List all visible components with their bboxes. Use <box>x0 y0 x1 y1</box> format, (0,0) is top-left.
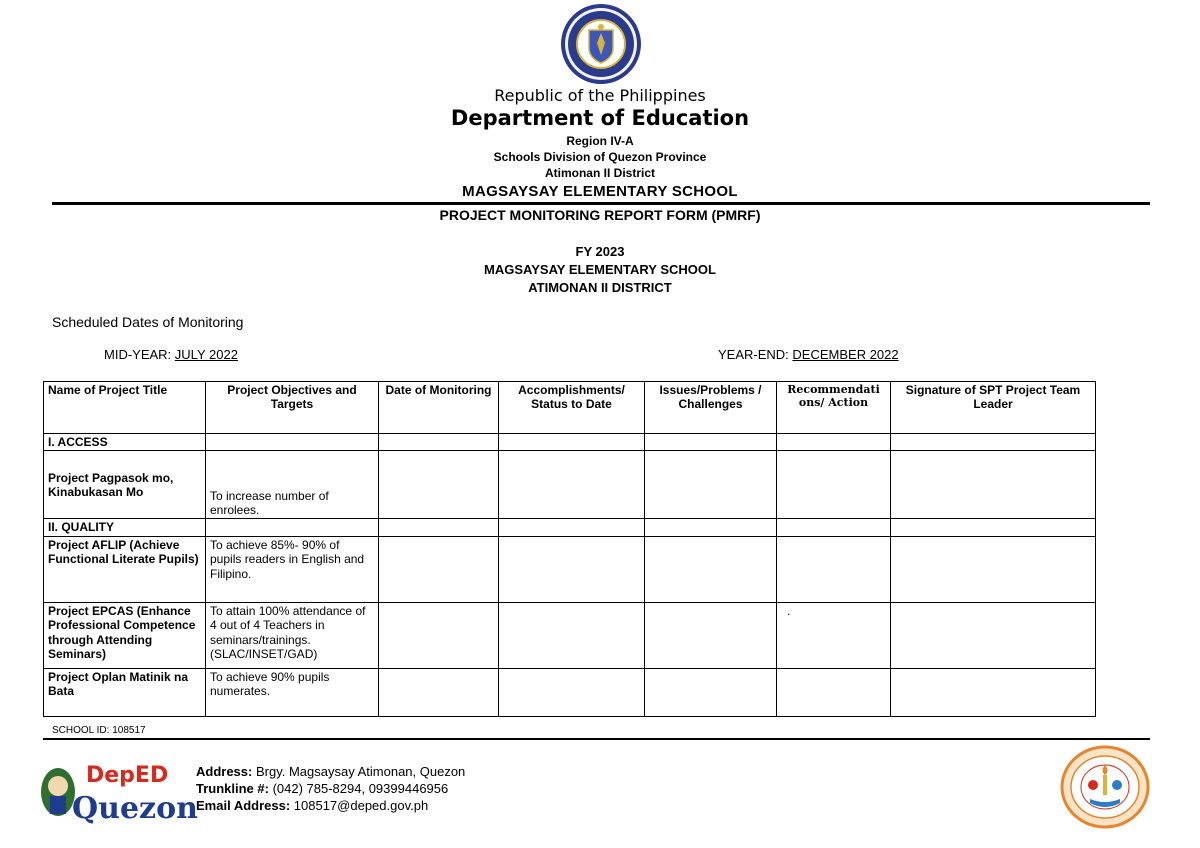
project-name: Project Oplan Matinik na Bata <box>44 668 206 716</box>
empty-cell <box>499 451 645 519</box>
trunkline-value: (042) 785-8294, 09399446956 <box>268 781 449 796</box>
project-objective: To increase number of enrolees. <box>206 451 379 519</box>
header-signature: Signature of SPT Project Team Leader <box>891 382 1096 434</box>
empty-cell <box>777 451 891 519</box>
empty-cell <box>206 519 379 536</box>
trunkline-line <box>196 780 465 797</box>
school-seal-logo <box>1060 745 1150 829</box>
form-district: ATIMONAN II DISTRICT <box>528 280 672 295</box>
division-line: Schools Division of Quezon Province <box>493 150 707 164</box>
deped-quezon-logo <box>38 752 198 832</box>
empty-cell <box>645 434 777 451</box>
mid-year-value: JULY 2022 <box>174 347 238 362</box>
school-name: MAGSAYSAY ELEMENTARY SCHOOL <box>462 183 738 200</box>
header-objectives: Project Objectives and Targets <box>206 382 379 434</box>
district-line: Atimonan II District <box>544 166 655 180</box>
year-end-label: YEAR-END: <box>718 347 793 362</box>
logo-deped-text: DepED <box>86 763 169 788</box>
deped-seal-logo <box>560 3 642 85</box>
empty-cell <box>891 668 1096 716</box>
header-project-title: Name of Project Title <box>44 382 206 434</box>
republic-line: Republic of the Philippines <box>494 86 706 105</box>
address-line <box>196 763 465 780</box>
empty-cell <box>499 668 645 716</box>
school-id: SCHOOL ID: 108517 <box>52 725 146 736</box>
empty-cell <box>777 434 891 451</box>
empty-cell <box>891 434 1096 451</box>
fiscal-year: FY 2023 <box>575 244 625 259</box>
footer-divider <box>43 738 1150 740</box>
empty-cell <box>645 519 777 536</box>
empty-cell <box>379 519 499 536</box>
year-end-value: DECEMBER 2022 <box>792 347 899 362</box>
address-label: Address: <box>196 764 253 779</box>
scheduled-dates-label: Scheduled Dates of Monitoring <box>52 314 244 330</box>
empty-cell <box>645 602 777 668</box>
empty-cell <box>645 668 777 716</box>
header-issues: Issues/Problems / Challenges <box>645 382 777 434</box>
empty-cell <box>891 519 1096 536</box>
mid-year-date <box>104 347 238 362</box>
empty-cell <box>379 668 499 716</box>
recommendation-cell: . <box>777 602 891 668</box>
empty-cell <box>777 519 891 536</box>
logo-quezon-text: Quezon <box>72 791 198 826</box>
form-school-name: MAGSAYSAY ELEMENTARY SCHOOL <box>484 262 716 277</box>
table-row <box>44 602 1096 668</box>
contact-block <box>196 763 465 814</box>
empty-cell <box>499 434 645 451</box>
empty-cell <box>645 536 777 602</box>
header-date: Date of Monitoring <box>379 382 499 434</box>
table-row <box>44 668 1096 716</box>
empty-cell <box>206 434 379 451</box>
empty-cell <box>645 451 777 519</box>
empty-cell <box>499 602 645 668</box>
section-row <box>44 434 1096 451</box>
project-objective: To achieve 90% pupils numerates. <box>206 668 379 716</box>
monitoring-table <box>43 381 1096 717</box>
email-line <box>196 797 465 814</box>
email-label: Email Address: <box>196 798 291 813</box>
project-objective: To attain 100% attendance of 4 out of 4 Teachers in seminars/trainings. (SLAC/INSET/GAD) <box>206 602 379 668</box>
empty-cell <box>891 451 1096 519</box>
section-label: I. ACCESS <box>44 434 206 451</box>
header-recommendations: Recommendati ons/ Action <box>777 382 891 434</box>
header-divider <box>52 202 1150 205</box>
empty-cell <box>379 451 499 519</box>
region-line: Region IV-A <box>566 134 634 148</box>
empty-cell <box>379 602 499 668</box>
table-row <box>44 451 1096 519</box>
address-value: Brgy. Magsaysay Atimonan, Quezon <box>252 764 466 779</box>
project-name: Project EPCAS (Enhance Professional Competence through Attending Seminars) <box>44 602 206 668</box>
trunkline-label: Trunkline #: <box>196 781 269 796</box>
empty-cell <box>379 536 499 602</box>
table-row <box>44 536 1096 602</box>
year-end-date <box>718 347 899 362</box>
header-accomplishments: Accomplishments/ Status to Date <box>499 382 645 434</box>
form-title: PROJECT MONITORING REPORT FORM (PMRF) <box>439 207 761 223</box>
section-row <box>44 519 1096 536</box>
project-name: Project Pagpasok mo, Kinabukasan Mo <box>44 451 206 519</box>
email-value: 108517@deped.gov.ph <box>290 798 429 813</box>
project-name: Project AFLIP (Achieve Functional Literate Pupils) <box>44 536 206 602</box>
empty-cell <box>499 536 645 602</box>
mid-year-label: MID-YEAR: <box>104 347 175 362</box>
empty-cell <box>891 536 1096 602</box>
empty-cell <box>891 602 1096 668</box>
section-label: II. QUALITY <box>44 519 206 536</box>
department-name: Department of Education <box>450 106 750 130</box>
project-objective: To achieve 85%- 90% of pupils readers in English and Filipino. <box>206 536 379 602</box>
empty-cell <box>379 434 499 451</box>
empty-cell <box>777 536 891 602</box>
empty-cell <box>777 668 891 716</box>
empty-cell <box>499 519 645 536</box>
